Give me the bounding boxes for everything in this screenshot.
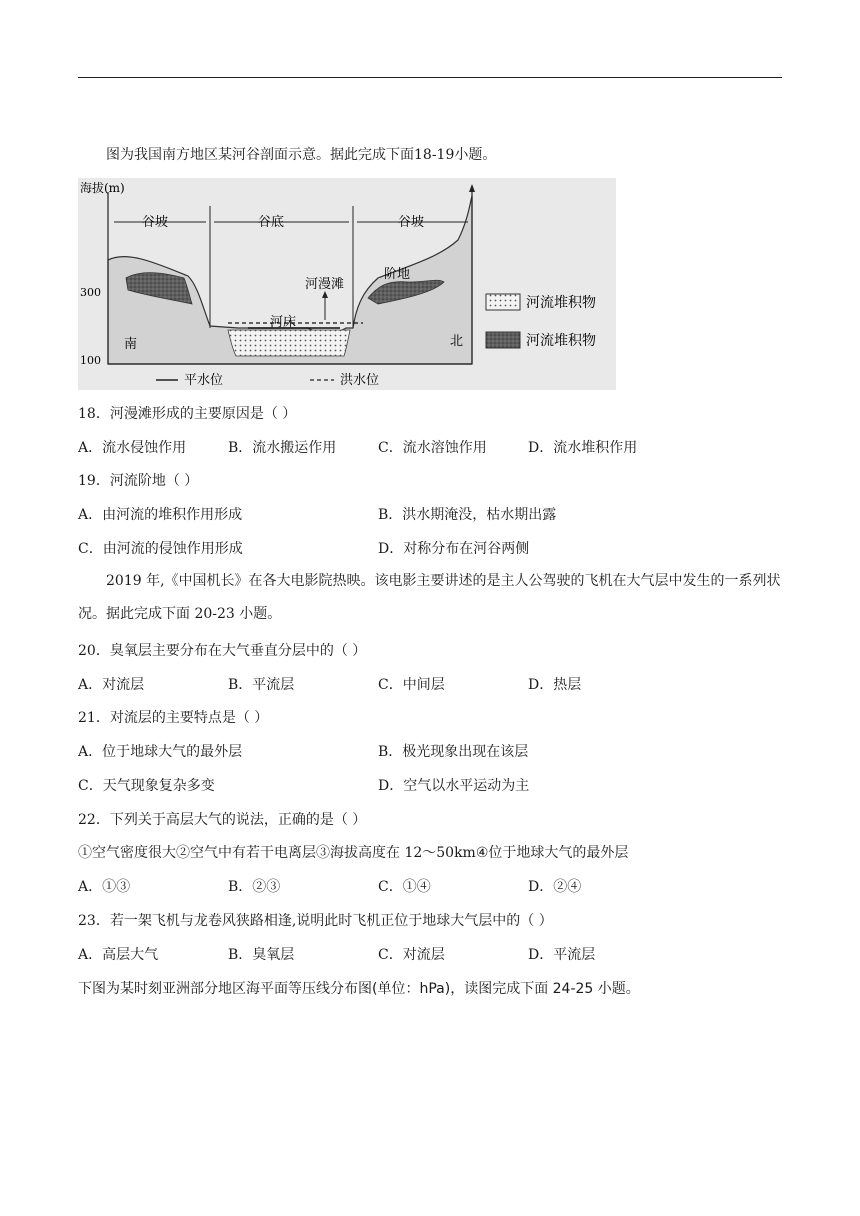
intro-18-19: 图为我国南方地区某河谷剖面示意。据此完成下面18-19小题。 [106, 147, 497, 163]
q18-option-a[interactable]: A．流水侵蚀作用 [78, 440, 187, 456]
legend-flood-label: 洪水位 [340, 373, 380, 388]
label-north: 北 [450, 334, 464, 349]
q18-option-b[interactable]: B．流水搬运作用 [228, 440, 337, 456]
q19-option-b[interactable]: B．洪水期淹没，枯水期出露 [378, 507, 557, 523]
q18-stem: 18．河漫滩形成的主要原因是（ ） [78, 406, 297, 422]
q19-stem: 19．河流阶地（ ） [78, 473, 199, 489]
q20-stem: 20．臭氧层主要分布在大气垂直分层中的（ ） [78, 643, 367, 659]
q23-option-c[interactable]: C．对流层 [378, 947, 445, 963]
legend-normal-label: 平水位 [184, 373, 224, 388]
q23-option-b[interactable]: B．臭氧层 [228, 947, 295, 963]
label-south: 南 [124, 337, 138, 352]
q23-option-d[interactable]: D．平流层 [528, 947, 596, 963]
q22-statements: ①空气密度很大②空气中有若干电离层③海拔高度在 12～50km④位于地球大气的最外层 [78, 845, 629, 861]
legend-swatch-dark [486, 332, 520, 348]
label-terrace: 阶地 [384, 267, 411, 282]
q20-option-c[interactable]: C．中间层 [378, 677, 445, 693]
q19-option-d[interactable]: D．对称分布在河谷两侧 [378, 541, 530, 557]
q22-option-b[interactable]: B．②③ [228, 879, 281, 895]
q22-option-d[interactable]: D．②④ [528, 879, 582, 895]
q21-option-c[interactable]: C．天气现象复杂多变 [78, 778, 215, 794]
y-tick-300: 300 [80, 286, 101, 299]
q23-option-a[interactable]: A．高层大气 [78, 947, 159, 963]
q21-option-d[interactable]: D．空气以水平运动为主 [378, 778, 530, 794]
q19-option-c[interactable]: C．由河流的侵蚀作用形成 [78, 541, 243, 557]
q18-option-d[interactable]: D．流水堆积作用 [528, 440, 638, 456]
label-riverbed: 河床 [270, 315, 297, 330]
q22-option-c[interactable]: C．①④ [378, 879, 431, 895]
legend-label-2: 河流堆积物 [526, 333, 596, 349]
q21-option-a[interactable]: A．位于地球大气的最外层 [78, 744, 243, 760]
intro-24-25: 下图为某时刻亚洲部分地区海平面等压线分布图(单位：hPa)，读图完成下面 24-25 小题。 [78, 981, 640, 997]
q23-stem: 23．若一架飞机与龙卷风狭路相逢,说明此时飞机正位于地球大气层中的（ ） [78, 913, 553, 929]
legend-label-1: 河流堆积物 [526, 295, 596, 311]
floodplain-deposit [228, 330, 350, 356]
q22-stem: 22．下列关于高层大气的说法，正确的是（ ） [78, 812, 367, 828]
intro-20-23-text: 2019 年,《中国机长》在各大电影院热映。该电影主要讲述的是主人公驾驶的飞机在大气层中发生的一系列状况。据此完成下面 20-23 小题。 [78, 573, 781, 622]
section-label-valley-floor: 谷底 [258, 215, 285, 230]
q18-option-c[interactable]: C．流水溶蚀作用 [378, 440, 487, 456]
q20-option-d[interactable]: D．热层 [528, 677, 582, 693]
valley-profile-figure [78, 178, 616, 390]
q20-option-b[interactable]: B．平流层 [228, 677, 295, 693]
y-axis-label: 海拔(m) [80, 181, 125, 195]
q19-option-a[interactable]: A．由河流的堆积作用形成 [78, 507, 243, 523]
q22-option-a[interactable]: A．①③ [78, 879, 131, 895]
q21-option-b[interactable]: B．极光现象出现在该层 [378, 744, 529, 760]
q21-stem: 21．对流层的主要特点是（ ） [78, 710, 269, 726]
label-floodplain: 河漫滩 [305, 277, 345, 292]
section-label-left-slope: 谷坡 [142, 215, 169, 230]
section-label-right-slope: 谷坡 [398, 215, 425, 230]
y-tick-100: 100 [80, 354, 101, 367]
intro-20-23 [78, 565, 782, 631]
q20-option-a[interactable]: A．对流层 [78, 677, 145, 693]
legend-swatch-dotted [486, 294, 520, 310]
header-rule [78, 77, 782, 78]
